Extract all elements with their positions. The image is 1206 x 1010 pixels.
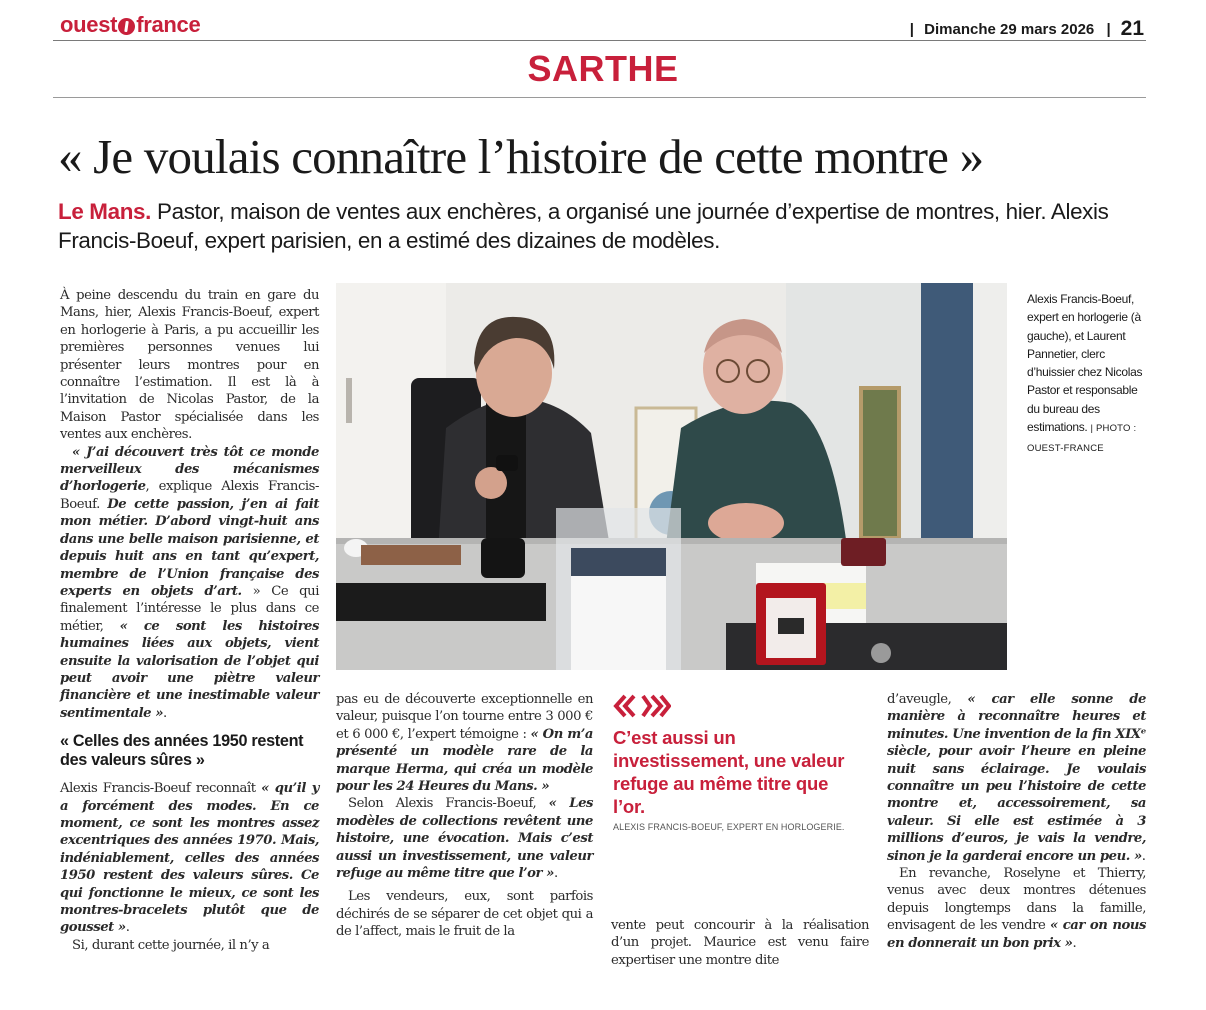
paragraph: pas eu de découverte exceptionnelle en valeur, puisque l’on tourne entre 3 000 € et 6 000 €, l’expert témoigne : « On m’a présenté un modèle rare de la marque Herma, qui créa un modèle pour les 24 Heures du Mans. » [336,692,593,795]
pull-quote-author: ALEXIS FRANCIS-BOEUF, EXPERT EN HORLOGERIE. [613,822,845,832]
logo-text-ouest: ouest [60,12,118,37]
quote-marks-icon [613,693,671,723]
article-photo[interactable] [336,283,1007,670]
paragraph: Les vendeurs, eux, sont parfois déchirés de se séparer de cet objet qui a de l’affect, mais le fruit de la [336,889,593,940]
article-headline: « Je voulais connaître l’histoire de cette montre » [58,129,984,184]
section-title: SARTHE [527,48,679,89]
separator: | [909,21,914,38]
article-subheading: « Celles des années 1950 restent des valeurs sûres » [60,732,304,770]
separator: | [1106,21,1111,38]
photo-caption [1027,290,1145,459]
paragraph: Selon Alexis Francis-Boeuf, « Les modèles de collections revêtent une histoire, une évocation. Mais c’est aussi un investissement, une valeur refuge au même titre que l’or ». [336,796,593,882]
article-column-3 [611,917,869,969]
lede-place: Le Mans. [58,199,152,224]
lede-text: Pastor, maison de ventes aux enchères, a organisé une journée d’expertise de montres, hier. Alexis Francis-Boeuf, expert parisien, en a estimé des dizaines de modèles. [58,199,1109,253]
section-rule [53,97,1146,98]
article-column-2 [336,691,593,941]
paragraph: En revanche, Roselyne et Thierry, venus avec deux montres détenues depuis longtemps dans la famille, envisagent de les vendre « car on nous en donnerait un bon prix ». [887,866,1146,951]
paragraph: Alexis Francis-Boeuf reconnaît « qu’il y a forcément des modes. En ce moment, ce sont les montres assez excentriques des années 1970. Mais, indéniablement, celles des années 1950 restent des valeurs sûres. Ce qui fonctionne le mieux, ce sont les montres-bracelets plutôt que de gousset ». [60,781,319,936]
logo-text-france: france [136,12,201,37]
paragraph: « J’ai découvert très tôt ce monde merveilleux des mécanismes d’horlogerie, explique Alexis Francis-Boeuf. De cette passion, j’en ai fait mon métier. D’abord vingt-huit ans dans une belle maison parisienne, et depuis huit ans en tant qu’expert, membre de l’Union française des experts en objets d’art. » Ce qui finalement l’intéresse le plus dans ce métier, « ce sont les histoires humaines liées aux objets, vient ensuite la valorisation de l’objet qui peut avoir une piètre valeur financière et une inestimable valeur sentimentale ». [60,444,319,721]
paragraph: À peine descendu du train en gare du Mans, hier, Alexis Francis-Boeuf, expert en horlogerie à Paris, a pu accueillir les premières personnes venues lui présenter leurs montres pour en connaître l’estimation. Il est là à l’invitation de Nicolas Pastor, de la Maison Pastor spécialisée dans les ventes aux enchères. [60,288,319,443]
issue-date: Dimanche 29 mars 2026 [924,21,1095,38]
page-number: 21 [1120,17,1144,40]
article-column-4 [887,691,1146,952]
issue-date-bar [910,16,1144,40]
paragraph: d’aveugle, « car elle sonne de manière à reconnaître heures et minutes. Une invention de la fin XIXᵉ siècle, pour avoir l’heure en pleine nuit sans éclairage. Je voulais connaître un peu l’histoire de cette montre et, accessoirement, sa valeur. Si elle est estimée à 3 millions d’euros, je vais la vendre, sinon je la garderai encore un peu. ». [887,692,1146,864]
photo-credit: | PHOTO : OUEST-FRANCE [1027,423,1137,455]
paragraph: Si, durant cette journée, il n’y a [72,937,270,953]
paragraph: vente peut concourir à la réalisation d’un projet. Maurice est venu faire expertiser une montre dite [611,918,869,968]
logo-ball-icon [118,18,135,35]
caption-text: Alexis Francis-Boeuf, expert en horlogerie (à gauche), et Laurent Pannetier, clerc d’huissier chez Nicolas Pastor et responsable du bureau des estimations. [1027,292,1143,435]
pull-quote-text: C’est aussi un investissement, une valeur refuge au même titre que l’or. [613,727,845,817]
article-lede [58,197,1158,255]
ouest-france-logo[interactable] [60,12,200,38]
header-rule [53,40,1146,41]
article-column-1 [60,287,319,954]
